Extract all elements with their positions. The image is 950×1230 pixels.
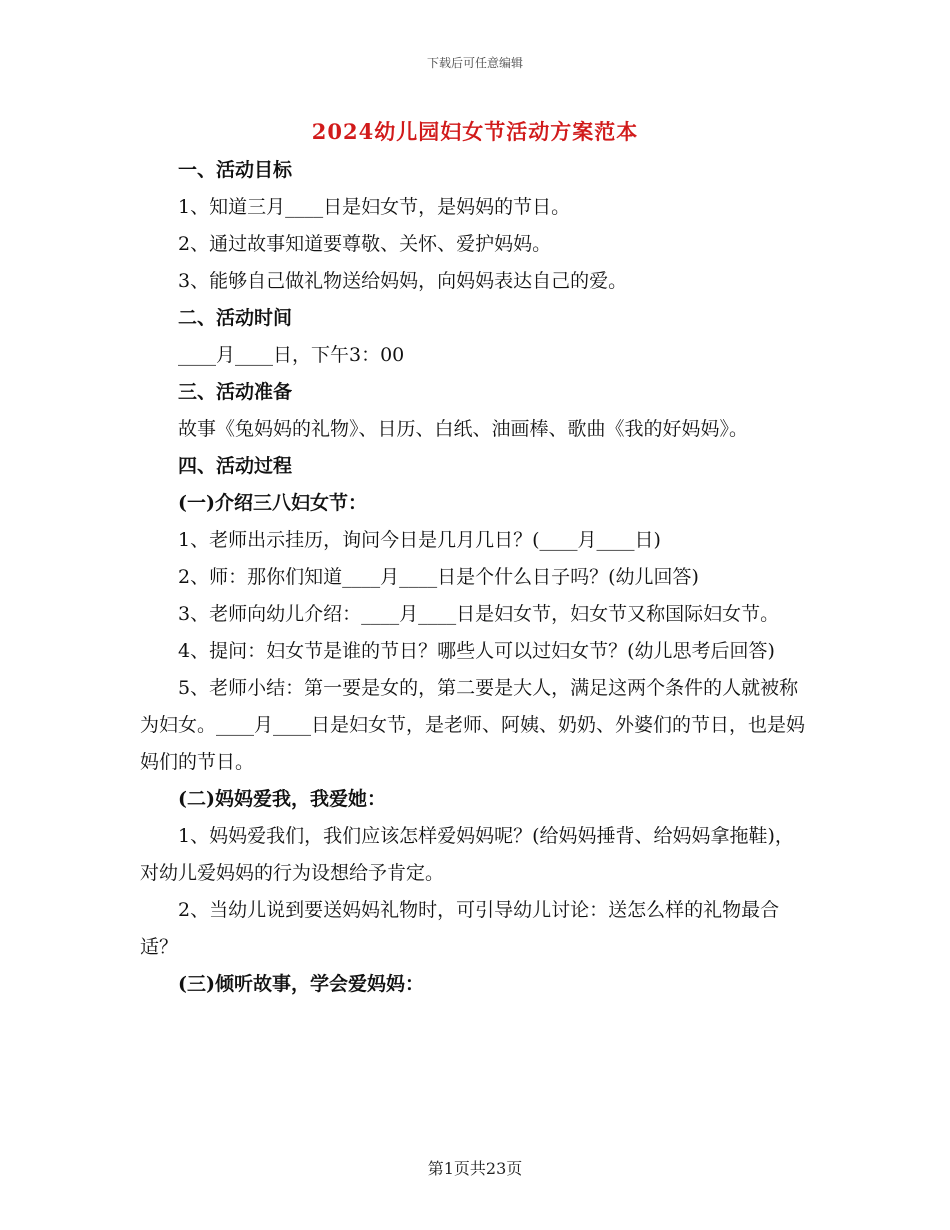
section-heading: 二、活动时间 <box>178 307 293 329</box>
section-heading: 三、活动准备 <box>178 381 293 403</box>
paragraph: 5、老师小结：第一要是女的，第二要是大人，满足这两个条件的人就被称为妇女。____月____日是妇女节，是老师、阿姨、奶奶、外婆们的节日，也是妈妈们的节日。 <box>140 677 806 773</box>
paragraph: 1、老师出示挂历，询问今日是几月几日？(____月____日) <box>178 529 661 551</box>
section-heading: 一、活动目标 <box>178 159 293 181</box>
paragraph: 1、知道三月____日是妇女节，是妈妈的节日。 <box>178 196 571 218</box>
section-heading: (三)倾听故事，学会爱妈妈： <box>178 973 424 995</box>
section-heading: (二)妈妈爱我，我爱她： <box>178 788 386 810</box>
page-footer: 第1页共23页 <box>427 1159 523 1178</box>
paragraph: 3、老师向幼儿介绍：____月____日是妇女节，妇女节又称国际妇女节。 <box>178 603 780 625</box>
paragraph: 1、妈妈爱我们，我们应该怎样爱妈妈呢？(给妈妈捶背、给妈妈拿拖鞋)，对幼儿爱妈妈的行为设想给予肯定。 <box>140 825 794 884</box>
paragraph: 4、提问：妇女节是谁的节日？哪些人可以过妇女节？(幼儿思考后回答) <box>178 640 775 662</box>
paragraph: 2、师：那你们知道____月____日是个什么日子吗？(幼儿回答) <box>178 566 699 588</box>
header-note: 下载后可任意编辑 <box>426 56 523 70</box>
paragraph: 2、通过故事知道要尊敬、关怀、爱护妈妈。 <box>178 233 552 255</box>
section-heading: (一)介绍三八妇女节： <box>178 492 367 514</box>
section-heading: 四、活动过程 <box>178 455 293 477</box>
paragraph: ____月____日，下午3：00 <box>178 344 405 366</box>
paragraph: 故事《兔妈妈的礼物》、日历、白纸、油画棒、歌曲《我的好妈妈》。 <box>178 418 749 440</box>
paragraph: 2、当幼儿说到要送妈妈礼物时，可引导幼儿讨论：送怎么样的礼物最合适？ <box>140 899 780 958</box>
paragraph: 3、能够自己做礼物送给妈妈，向妈妈表达自己的爱。 <box>178 270 628 292</box>
document-body <box>140 152 808 1003</box>
document-title: 2024幼儿园妇女节活动方案范本 <box>311 119 639 144</box>
